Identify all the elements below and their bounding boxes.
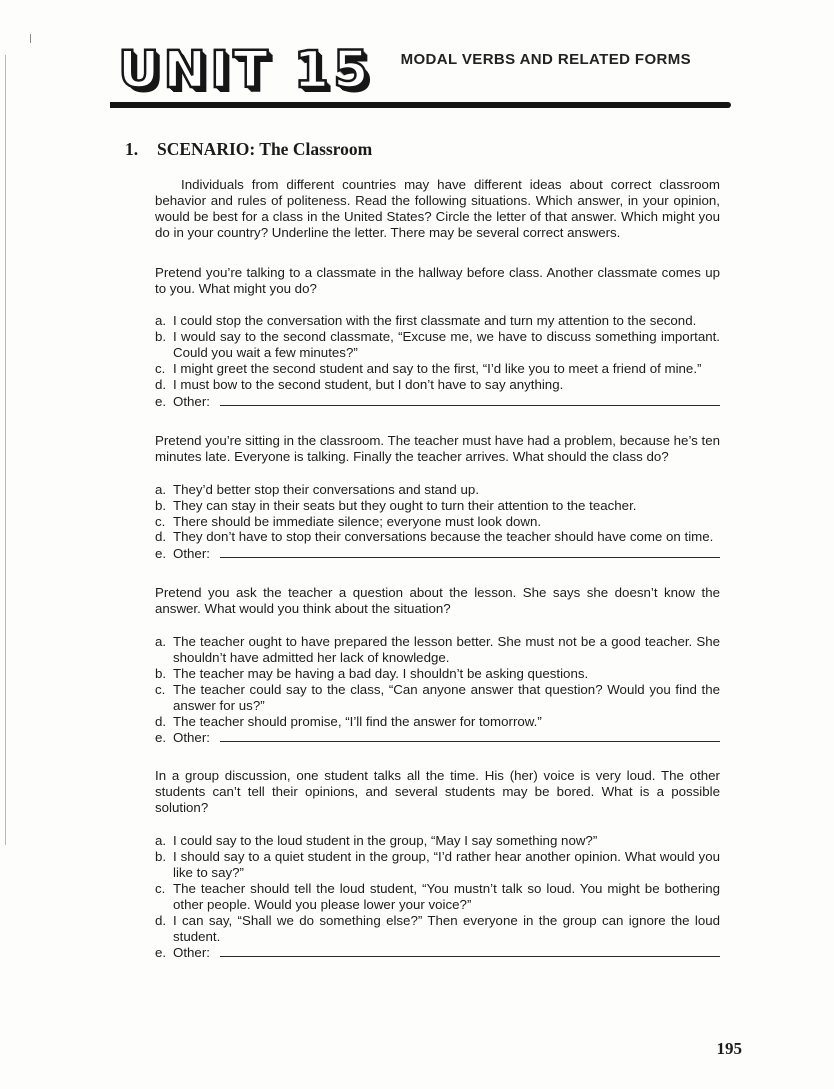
option-row-other bbox=[155, 729, 720, 746]
option-text: They don’t have to stop their conversations because the teacher should have come on time. bbox=[173, 529, 714, 545]
question-prompt: Pretend you’re talking to a classmate in the hallway before class. Another classmate comes up to you. What might you do? bbox=[155, 264, 720, 296]
option-row bbox=[155, 634, 720, 666]
section-number: 1. bbox=[125, 139, 139, 159]
unit-header bbox=[118, 41, 834, 100]
option-text: The teacher may be having a bad day. I shouldn’t be asking questions. bbox=[173, 665, 589, 681]
option-text: The teacher should promise, “I’ll find the answer for tomorrow.” bbox=[173, 713, 542, 729]
option-letter: d. bbox=[155, 377, 167, 393]
option-letter: d. bbox=[155, 713, 167, 729]
answer-blank bbox=[220, 393, 720, 406]
section-heading bbox=[125, 138, 834, 160]
option-letter: e. bbox=[155, 393, 167, 409]
option-row bbox=[155, 514, 720, 530]
option-letter: c. bbox=[155, 880, 166, 896]
option-text: They can stay in their seats but they ought to turn their attention to the teacher. bbox=[173, 497, 637, 513]
option-text: Other: bbox=[173, 730, 210, 746]
option-row bbox=[155, 361, 720, 377]
unit-number-title: UNIT 15 bbox=[118, 41, 373, 100]
option-row bbox=[155, 913, 720, 945]
options-list bbox=[155, 833, 720, 961]
options-list bbox=[155, 313, 720, 409]
option-row-other bbox=[155, 393, 720, 410]
option-text: I must bow to the second student, but I don’t have to say anything. bbox=[173, 377, 564, 393]
option-row bbox=[155, 666, 720, 682]
option-letter: a. bbox=[155, 481, 167, 497]
page-number: 195 bbox=[716, 1039, 742, 1058]
option-row bbox=[155, 529, 720, 545]
option-text: Other: bbox=[173, 393, 210, 409]
answer-blank bbox=[220, 545, 720, 558]
scan-edge-artifact bbox=[5, 55, 6, 845]
option-row bbox=[155, 482, 720, 498]
option-text: They’d better stop their conversations and stand up. bbox=[173, 481, 480, 497]
option-letter: c. bbox=[155, 513, 166, 529]
option-row-other bbox=[155, 545, 720, 562]
option-letter: a. bbox=[155, 313, 167, 329]
option-text: The teacher should tell the loud student, “You mustn’t talk so loud. You might be bothering other people. Would you please lower your voice?” bbox=[173, 880, 720, 912]
option-row bbox=[155, 377, 720, 393]
option-row bbox=[155, 881, 720, 913]
option-text: Other: bbox=[173, 945, 210, 961]
option-letter: a. bbox=[155, 634, 167, 650]
header-rule bbox=[110, 102, 731, 108]
option-row bbox=[155, 313, 720, 329]
intro-paragraph: Individuals from different countries may have different ideas about correct classroom behavior and rules of politeness. Read the following situations. Which answer, in your opinion, would be best for a class in the United States? Circle the letter of that answer. Which might you do in your country? Underline the letter. There may be several correct answers. bbox=[155, 177, 720, 240]
option-letter: b. bbox=[155, 329, 167, 345]
option-letter: e. bbox=[155, 730, 167, 746]
question-prompt: Pretend you’re sitting in the classroom. The teacher must have had a problem, because he’s ten minutes late. Everyone is talking. Finally the teacher arrives. What should the class do? bbox=[155, 432, 720, 464]
option-row-other bbox=[155, 944, 720, 961]
option-row bbox=[155, 682, 720, 714]
options-list bbox=[155, 482, 720, 563]
option-text: The teacher could say to the class, “Can anyone answer that question? Would you find the answer for us?” bbox=[173, 681, 720, 713]
option-text: I should say to a quiet student in the group, “I’d rather hear another opinion. What would you like to say?” bbox=[173, 849, 720, 880]
option-letter: c. bbox=[155, 681, 166, 697]
option-letter: c. bbox=[155, 361, 166, 377]
option-text: I might greet the second student and say to the first, “I’d like you to meet a friend of mine.” bbox=[173, 361, 702, 377]
option-text: Other: bbox=[173, 546, 210, 562]
scan-tick-artifact bbox=[30, 34, 31, 43]
unit-subtitle: MODAL VERBS AND RELATED FORMS bbox=[400, 51, 692, 68]
option-letter: b. bbox=[155, 849, 167, 864]
option-letter: d. bbox=[155, 529, 167, 545]
option-letter: e. bbox=[155, 945, 167, 961]
page-body bbox=[155, 177, 720, 961]
option-row bbox=[155, 498, 720, 514]
option-text: I would say to the second classmate, “Excuse me, we have to discuss something important. Could you wait a few minutes?” bbox=[173, 329, 720, 361]
answer-blank bbox=[220, 729, 720, 742]
option-text: I could stop the conversation with the first classmate and turn my attention to the second. bbox=[173, 313, 697, 329]
option-row bbox=[155, 833, 720, 849]
question-prompt: Pretend you ask the teacher a question about the lesson. She says she doesn’t know the answer. What would you think about the situation? bbox=[155, 585, 720, 617]
option-text: I could say to the loud student in the group, “May I say something now?” bbox=[173, 833, 598, 849]
option-text: I can say, “Shall we do something else?” Then everyone in the group can ignore the loud student. bbox=[173, 912, 720, 944]
option-text: There should be immediate silence; everyone must look down. bbox=[173, 513, 542, 529]
option-letter: a. bbox=[155, 833, 167, 849]
option-row bbox=[155, 329, 720, 361]
option-row bbox=[155, 714, 720, 730]
option-letter: e. bbox=[155, 546, 167, 562]
question-prompt: In a group discussion, one student talks all the time. His (her) voice is very loud. The other students can’t tell their opinions, and several students may be bored. What is a possible solution? bbox=[155, 768, 720, 816]
option-text: The teacher ought to have prepared the lesson better. She must not be a good teacher. She shouldn’t have admitted her lack of knowledge. bbox=[173, 634, 720, 665]
section-title: SCENARIO: The Classroom bbox=[157, 139, 373, 159]
option-row bbox=[155, 849, 720, 881]
answer-blank bbox=[220, 944, 720, 957]
option-letter: b. bbox=[155, 665, 167, 681]
option-letter: d. bbox=[155, 912, 167, 928]
option-letter: b. bbox=[155, 497, 167, 513]
options-list bbox=[155, 634, 720, 746]
